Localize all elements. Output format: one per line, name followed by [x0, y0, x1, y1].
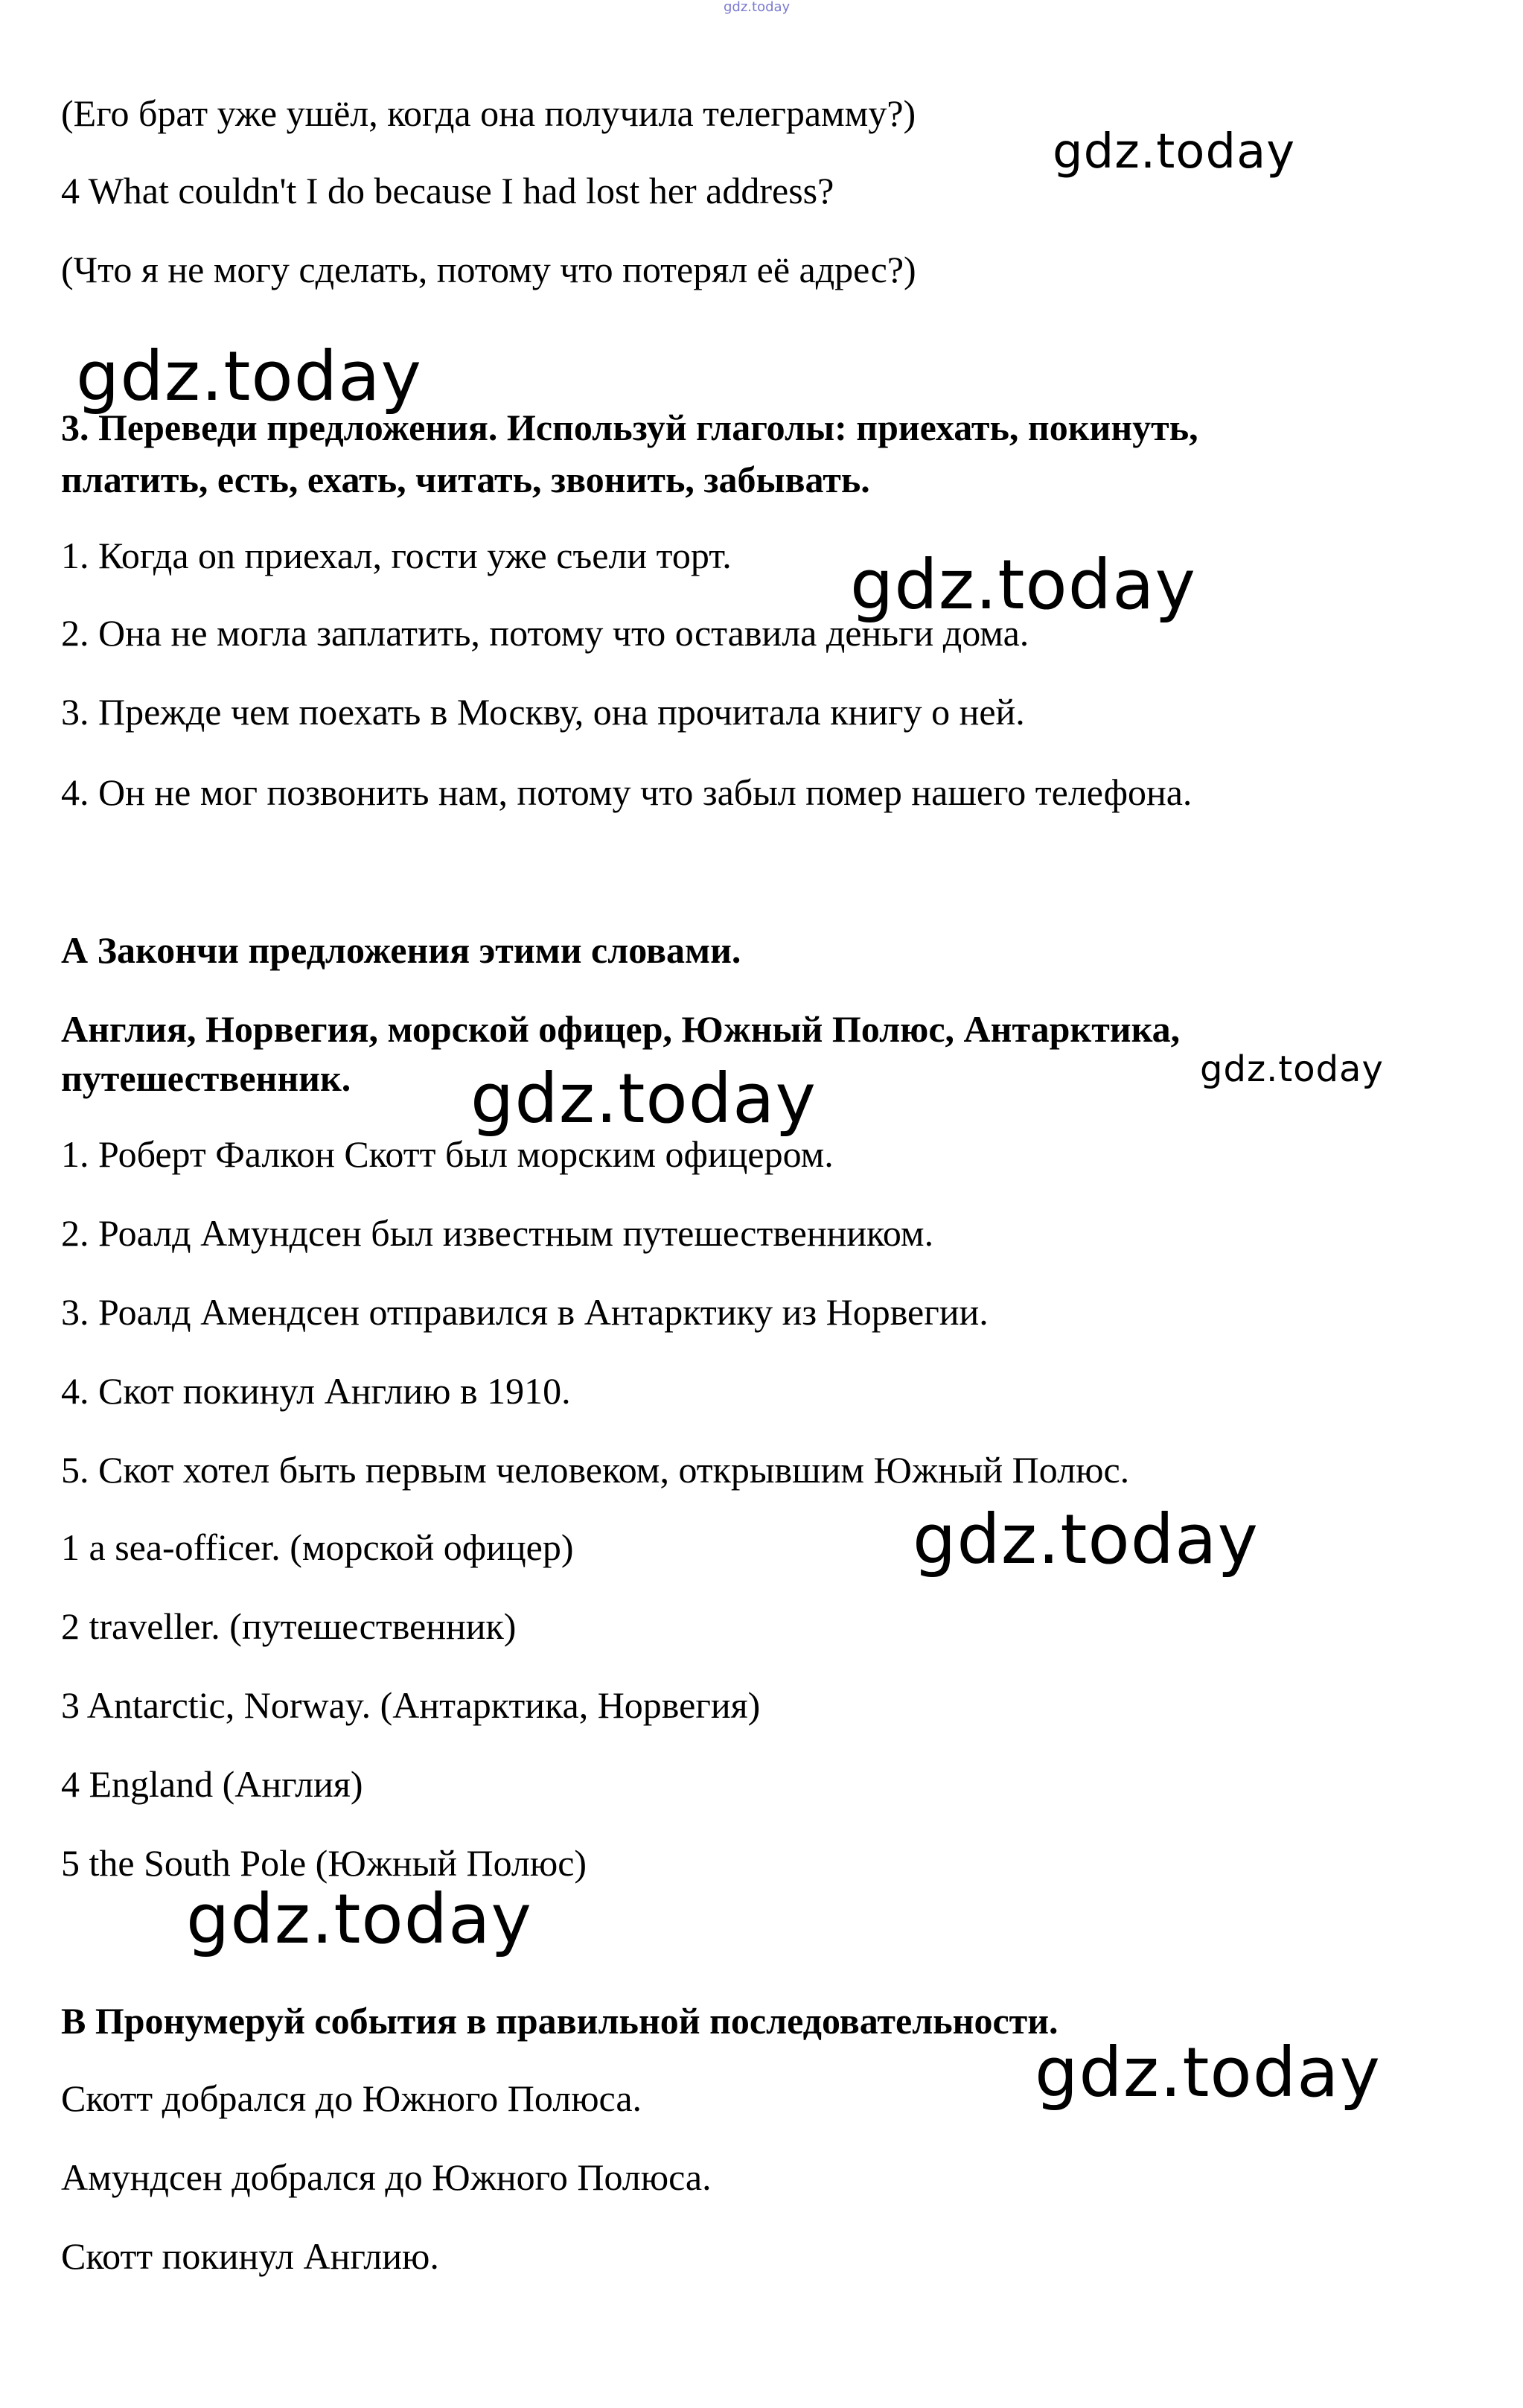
taskB-event: Скотт покинул Англию. — [61, 2235, 439, 2277]
taskA-answer: 1 a sea-officer. (морской офицер) — [61, 1526, 574, 1568]
task3-item: 3. Прежде чем поехать в Москву, она прочитала книгу о ней. — [61, 691, 1025, 733]
taskB-event: Скотт добрался до Южного Полюса. — [61, 2077, 642, 2119]
watermark: gdz.today — [1035, 2033, 1381, 2112]
taskA-sentence: 3. Роалд Амендсен отправился в Антарктику из Норвегии. — [61, 1291, 989, 1333]
taskA-answer: 4 England (Англия) — [61, 1763, 363, 1805]
task3-heading-line-1: 3. Переведи предложения. Используй глаголы: приехать, покинуть, — [61, 407, 1198, 448]
taskA-sentence: 2. Роалд Амундсен был известным путешественником. — [61, 1212, 934, 1254]
taskA-words-line-1: Англия, Норвегия, морской офицер, Южный Полюс, Антарктика, — [61, 1008, 1181, 1050]
question-line: 4 What couldn't I do because I had lost her address? — [61, 170, 834, 211]
prev-translation-line: (Его брат уже ушёл, когда она получила телеграмму?) — [61, 92, 916, 134]
watermark: gdz.today — [913, 1500, 1259, 1579]
taskA-answer: 5 the South Pole (Южный Полюс) — [61, 1842, 587, 1884]
taskA-sentence: 5. Скот хотел быть первым человеком, открывшим Южный Полюс. — [61, 1449, 1130, 1491]
watermark: gdz.today — [1200, 1048, 1384, 1090]
top-watermark: gdz.today — [724, 0, 791, 15]
question-translation-line: (Что я не могу сделать, потому что потерял её адрес?) — [61, 249, 916, 290]
watermark: gdz.today — [470, 1059, 817, 1138]
task3-item: 1. Когда on приехал, гости уже съели торт. — [61, 535, 732, 576]
task3-heading-line-2: платить, есть, ехать, читать, звонить, забывать. — [61, 459, 870, 500]
watermark: gdz.today — [850, 545, 1196, 625]
taskA-sentence: 1. Роберт Фалкон Скотт был морским офицером. — [61, 1133, 834, 1175]
taskA-heading: А Закончи предложения этими словами. — [61, 929, 741, 971]
task3-item: 4. Он не мог позвонить нам, потому что забыл помер нашего телефона. — [61, 771, 1192, 813]
watermark: gdz.today — [1053, 124, 1296, 179]
taskB-event: Амундсен добрался до Южного Полюса. — [61, 2156, 712, 2198]
taskA-answer: 3 Antarctic, Norway. (Антарктика, Норвегия) — [61, 1684, 761, 1726]
task3-item: 2. Она не могла заплатить, потому что оставила деньги дома. — [61, 612, 1029, 654]
taskA-sentence: 4. Скот покинул Англию в 1910. — [61, 1370, 571, 1412]
taskB-heading: В Пронумеруй события в правильной последовательности. — [61, 2000, 1059, 2042]
watermark: gdz.today — [76, 337, 422, 416]
watermark: gdz.today — [186, 1879, 532, 1959]
taskA-answer: 2 traveller. (путешественник) — [61, 1605, 517, 1647]
taskA-words-line-2: путешественник. — [61, 1057, 351, 1099]
